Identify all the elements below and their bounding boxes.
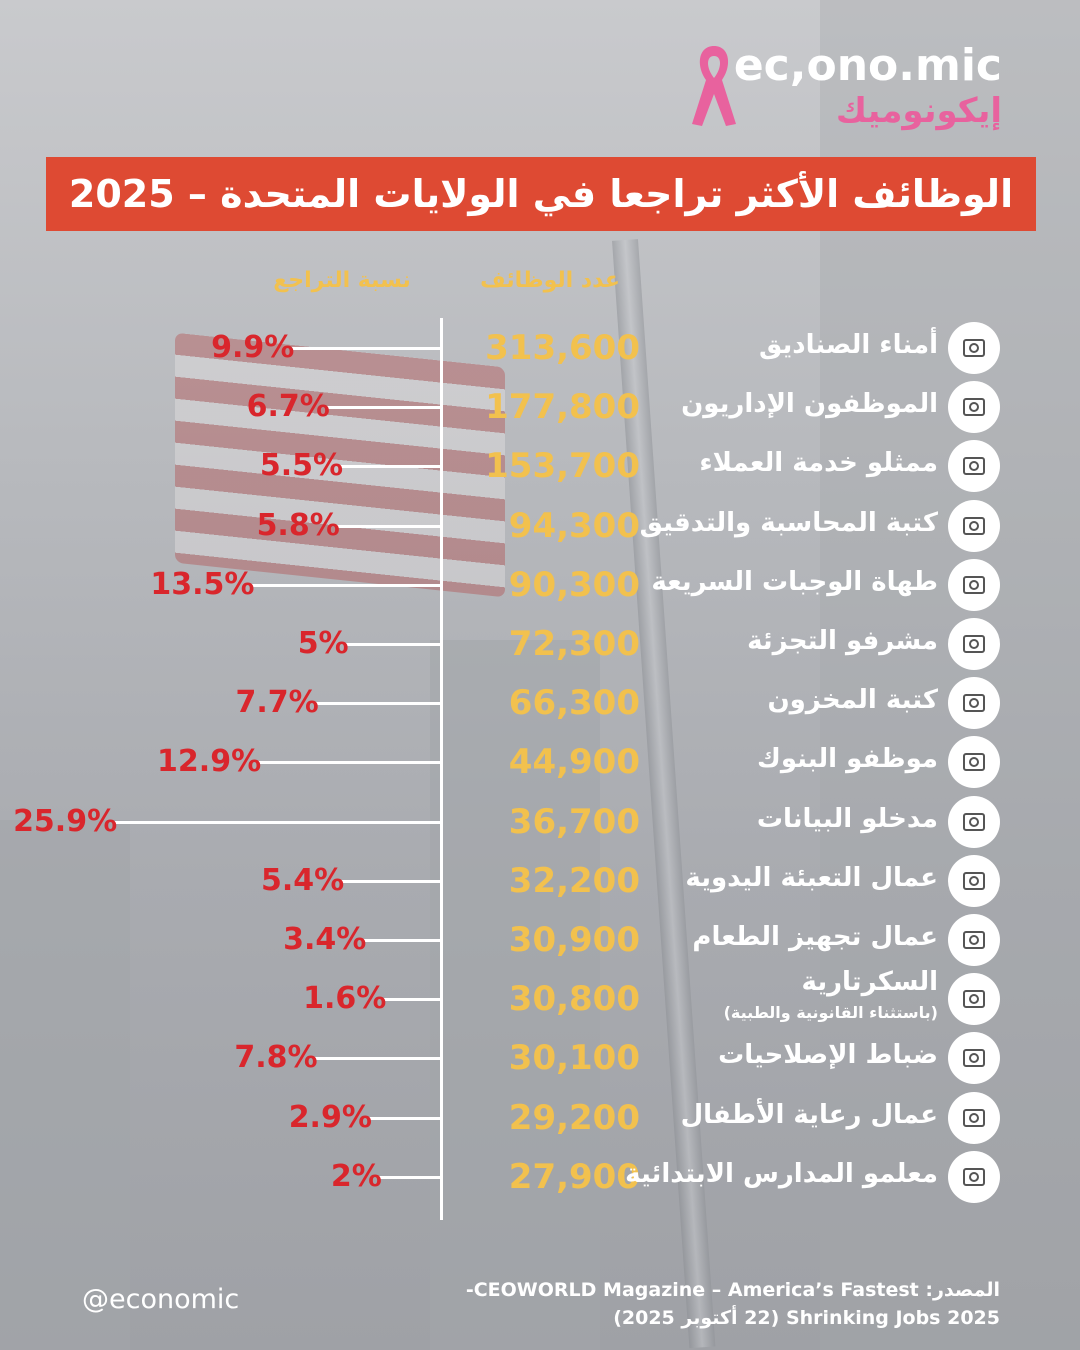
chart-row: [0, 1147, 1080, 1207]
title-banner: [46, 157, 1036, 231]
chart-row: [0, 436, 1080, 496]
decline-percent-label: 25.9%: [13, 803, 118, 839]
job-category-label: السكرتارية: [801, 967, 938, 998]
job-category-label: طهاة الوجبات السريعة: [651, 566, 938, 597]
decline-percent-label: 5.5%: [259, 448, 344, 484]
jobs-count-label: 36,700: [508, 801, 640, 842]
jobs-count-label: 29,200: [508, 1097, 640, 1138]
brand-name-en: ec,ono.mic: [733, 40, 1002, 91]
job-category-label: الموظفون الإداريون: [681, 389, 938, 420]
jobs-count-label: 94,300: [508, 505, 640, 546]
headset-agent-icon: [948, 440, 1000, 492]
chart-row: [0, 614, 1080, 674]
decline-bar: [378, 1176, 440, 1179]
jobs-count-label: 90,300: [508, 564, 640, 605]
decline-percent-label: 5.4%: [261, 862, 345, 898]
decline-percent-label: 1.6%: [303, 981, 387, 1017]
decline-percent-label: 13.5%: [150, 566, 255, 602]
jobs-count-label: 153,700: [485, 446, 640, 487]
jobs-count-label: 177,800: [485, 387, 640, 428]
decline-bar: [314, 1057, 440, 1060]
packing-worker-icon: [948, 855, 1000, 907]
chart-row: [0, 1028, 1080, 1088]
admin-staff-icon: [948, 381, 1000, 433]
bank-icon: [948, 736, 1000, 788]
decline-percent-label: 2%: [330, 1158, 382, 1194]
cash-register-icon: [948, 322, 1000, 374]
social-handle: @economic: [82, 1284, 240, 1315]
inventory-clipboard-icon: [948, 677, 1000, 729]
pink-ribbon-icon: [686, 40, 742, 132]
job-category-label: مشرفو التجزئة: [747, 626, 938, 656]
job-category-label: ضباط الإصلاحيات: [718, 1040, 938, 1071]
jobs-count-label: 27,900: [508, 1156, 640, 1197]
job-category-note: (باستثناء القانونية والطبية): [723, 1003, 938, 1023]
job-category-label: عمال التعبئة اليدوية: [685, 862, 938, 893]
decline-percent-label: 9.9%: [211, 330, 295, 365]
chart-row: [0, 969, 1080, 1029]
chart-title: الوظائف الأكثر تراجعا في الولايات المتحدة – 2025: [68, 172, 1014, 216]
decline-percent-label: 7.7%: [235, 685, 319, 721]
job-category-label: معلمو المدارس الابتدائية: [625, 1158, 938, 1189]
job-category-label: كتبة المحاسبة والتدقيق: [639, 507, 938, 538]
retail-store-icon: [948, 618, 1000, 670]
chart-row: [0, 1088, 1080, 1148]
jobs-count-label: 313,600: [485, 328, 640, 368]
decline-bar: [340, 880, 440, 883]
decline-bar: [382, 998, 440, 1001]
fast-food-icon: [948, 559, 1000, 611]
decline-bar: [336, 525, 440, 528]
decline-bar: [113, 821, 440, 824]
job-category-label: ممثلو خدمة العملاء: [699, 448, 938, 479]
job-category-label: عمال تجهيز الطعام: [692, 922, 938, 952]
data-entry-computer-icon: [948, 796, 1000, 848]
job-category-label: عمال رعاية الأطفال: [680, 1099, 938, 1130]
secretary-desk-icon: [948, 973, 1000, 1025]
decline-bar: [326, 406, 440, 409]
job-category-label: مدخلو البيانات: [756, 803, 938, 834]
source-line-2: Shrinking Jobs 2025 (22 أكتوبر 2025): [613, 1307, 1000, 1329]
jobs-count-label: 30,800: [508, 979, 640, 1020]
decline-percent-label: 5%: [297, 626, 349, 661]
brand-name-ar: إيكونوميك: [835, 91, 1002, 131]
header-decline: نسبة التراجع: [273, 268, 411, 293]
decline-bar: [368, 1117, 440, 1120]
childcare-hands-icon: [948, 1092, 1000, 1144]
job-category-label: أمناء الصناديق: [759, 330, 938, 360]
chart-row: [0, 318, 1080, 378]
food-prep-icon: [948, 914, 1000, 966]
decline-bar: [345, 643, 440, 646]
chart-row: [0, 377, 1080, 437]
jobs-count-label: 30,900: [508, 920, 640, 960]
jobs-count-label: 72,300: [508, 624, 640, 664]
decline-bar: [362, 939, 440, 942]
source-note: [466, 1276, 1000, 1332]
jobs-count-label: 66,300: [508, 683, 640, 724]
chart-row: [0, 673, 1080, 733]
decline-percent-label: 12.9%: [157, 744, 262, 780]
job-category-label: كتبة المخزون: [767, 685, 938, 716]
jobs-count-label: 30,100: [508, 1038, 640, 1079]
chart-row: [0, 910, 1080, 970]
decline-bar: [339, 465, 440, 468]
decline-percent-label: 7.8%: [234, 1040, 318, 1076]
source-line-1: المصدر: CEOWORLD Magazine – America’s Fastest-: [465, 1279, 1000, 1301]
correctional-officer-icon: [948, 1032, 1000, 1084]
job-category-label: موظفو البنوك: [757, 744, 938, 775]
chart-row: [0, 555, 1080, 615]
brand-logo: [734, 40, 1002, 130]
decline-bar: [290, 347, 440, 350]
jobs-count-label: 32,200: [508, 860, 640, 901]
decline-percent-label: 2.9%: [288, 1099, 372, 1135]
chart-row: [0, 732, 1080, 792]
decline-bar: [257, 761, 440, 764]
teacher-icon: [948, 1151, 1000, 1203]
jobs-count-label: 44,900: [508, 742, 640, 783]
chart-row: [0, 851, 1080, 911]
decline-percent-label: 6.7%: [246, 389, 330, 425]
decline-percent-label: 3.4%: [283, 922, 367, 957]
decline-bar: [250, 584, 440, 587]
decline-percent-label: 5.8%: [256, 507, 340, 543]
audit-document-icon: [948, 500, 1000, 552]
header-jobs: عدد الوظائف: [480, 268, 620, 293]
chart-row: [0, 496, 1080, 556]
chart-row: [0, 792, 1080, 852]
decline-bar: [315, 702, 440, 705]
